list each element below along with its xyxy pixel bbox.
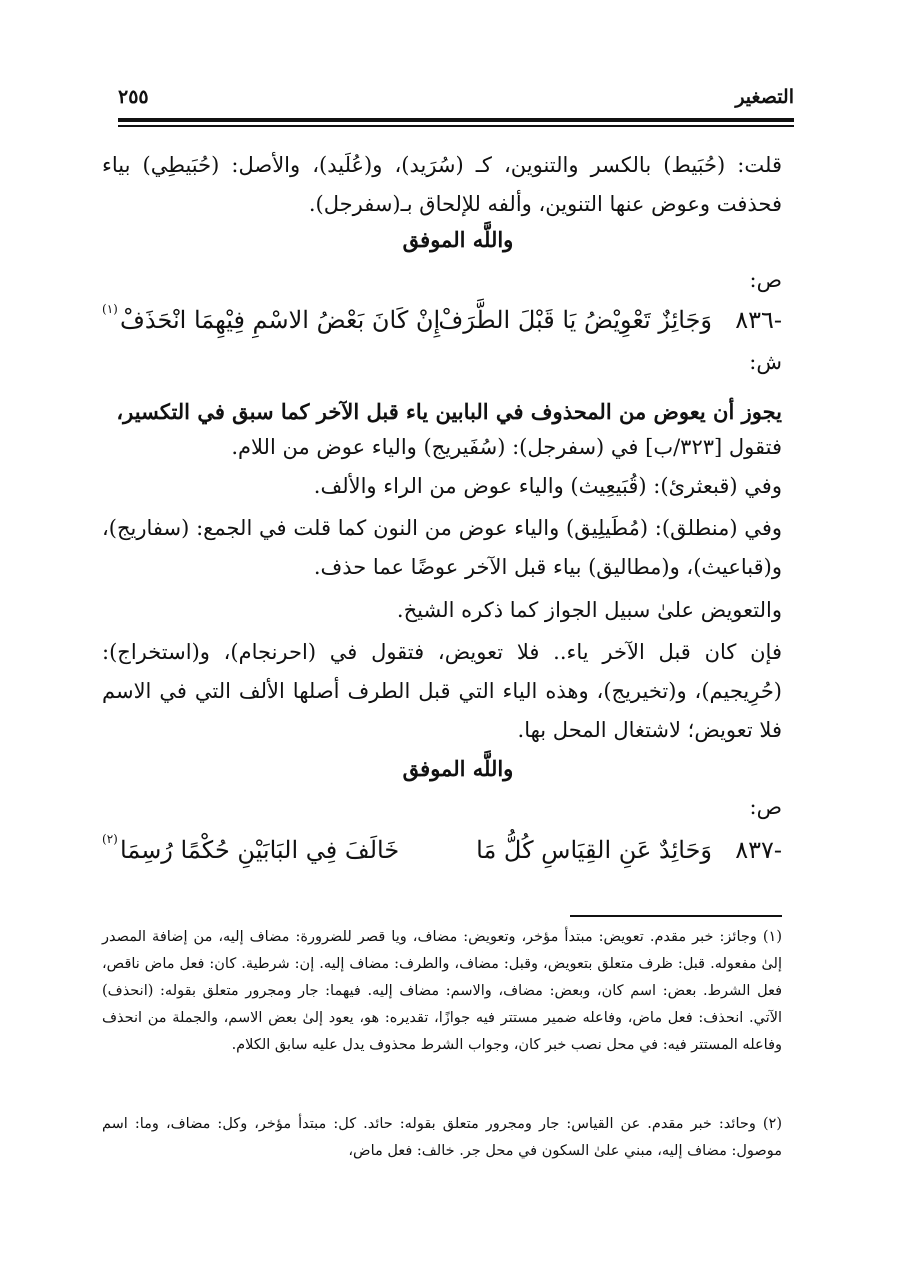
header-rule-thick	[118, 118, 794, 122]
verse-hemistich-first: وَجَائِزٌ تَعْوِيْضُ يَا قَبْلَ الطَّرَفْ	[438, 306, 712, 334]
verse-hemistich-second: إِنْ كَانَ بَعْضُ الاسْمِ فِيْهِمَا انْحَذَفْ	[120, 306, 441, 334]
footnote-1	[102, 924, 782, 1059]
verse-hemistich-first: وَحَائِدٌ عَنِ القِيَاسِ كُلُّ مَا	[476, 836, 712, 864]
footnote-marker: (٢)	[762, 1116, 783, 1132]
verse-hemistich-second: خَالَفَ فِي البَابَيْنِ حُكْمًا رُسِمَا	[120, 836, 400, 864]
paragraph-intro: قلت: (حُبَيط) بالكسر والتنوين، كـ (سُرَيد)، و(عُلَيد)، والأصل: (حُبَيطِي) بياء فحذفت وعوض عنها التنوين، وألفه للإلحاق بـ(سفرجل).	[102, 153, 782, 216]
footnote-separator	[570, 915, 782, 917]
footnote-reference: (١)	[102, 302, 118, 316]
verse-number: ٨٣٦-	[735, 306, 782, 334]
text-marker-sad: ص:	[749, 795, 782, 819]
footnote-text: وحائد: خبر مقدم. عن القياس: جار ومجرور متعلق بقوله: حائد. كل: مبتدأ مؤخر، وكل: مضاف، وما: اسم موصول: مضاف إليه، مبني علىٰ السكون في محل جر. خالف: فعل ماض،	[102, 1116, 782, 1159]
footnote-reference: (٢)	[102, 832, 118, 846]
page-number: ٢٥٥	[118, 86, 149, 108]
chapter-title: التصغير	[735, 86, 794, 108]
footnote-2	[102, 1111, 782, 1165]
closing-phrase: واللَّه الموفق	[402, 756, 514, 781]
running-header	[118, 86, 794, 116]
verse-836	[102, 302, 782, 354]
footnote-text: وجائز: خبر مقدم. تعويض: مبتدأ مؤخر، وتعويض: مضاف، ويا قصر للضرورة: مضاف إليه، من إضافة المصدر إلىٰ مفعوله. قبل: ظرف متعلق بتعويض، وقبل: مضاف، والطرف: مضاف إليه. إن: شرطية. كان: فعل ماض ناقص، فعل الشرط. بعض: اسم كان، وبعض: مضاف، والاسم: مضاف إليه. فيهما: جار ومجرور متعلق بقوله: (انحذف) الآتي. انحذف: فعل ماض، وفاعله ضمير مستتر فيه جوازًا، تقديره: هو، يعود إلىٰ بعض الاسم، والجملة من انحذف وفاعله المستتر فيه: في محل نصب خبر كان، وجواب الشرط محذوف يدل عليه سابق الكلام.	[102, 929, 782, 1053]
verse-number: ٨٣٧-	[735, 836, 782, 864]
paragraph-example-1: فتقول [٣٢٣/ب] في (سفرجل): (سُفَيريج) والياء عوض من اللام.	[231, 435, 782, 459]
paragraph-example-3: وفي (منطلق): (مُطَيلِيق) والياء عوض من النون كما قلت في الجمع: (سفاريج)، و(قباعيث)، و(مطاليق) بياء قبل الآخر عوضًا عما حذف.	[102, 516, 782, 579]
verse-837	[102, 832, 782, 884]
paragraph-explanation: يجوز أن يعوض من المحذوف في البابين ياء قبل الآخر كما سبق في التكسير،	[116, 399, 782, 424]
paragraph-example-2: وفي (قبعثرئ): (قُبَيعِيث) والياء عوض من الراء والألف.	[313, 474, 782, 498]
footnote-marker: (١)	[762, 929, 783, 945]
header-rule-thin	[118, 125, 794, 127]
text-marker-shin: ش:	[749, 350, 782, 374]
closing-phrase: واللَّه الموفق	[402, 227, 514, 252]
paragraph-permissibility: والتعويض علىٰ سبيل الجواز كما ذكره الشيخ.	[396, 598, 782, 622]
text-marker-sad: ص:	[749, 268, 782, 292]
paragraph-exception: فإن كان قبل الآخر ياء.. فلا تعويض، فتقول في (احرنجام)، و(استخراج): (حُرِيجيم)، و(تخيريج)، وهذه الياء التي قبل الطرف أصلها الألف التي في الاسم فلا تعويض؛ لاشتغال المحل بها.	[102, 640, 782, 742]
